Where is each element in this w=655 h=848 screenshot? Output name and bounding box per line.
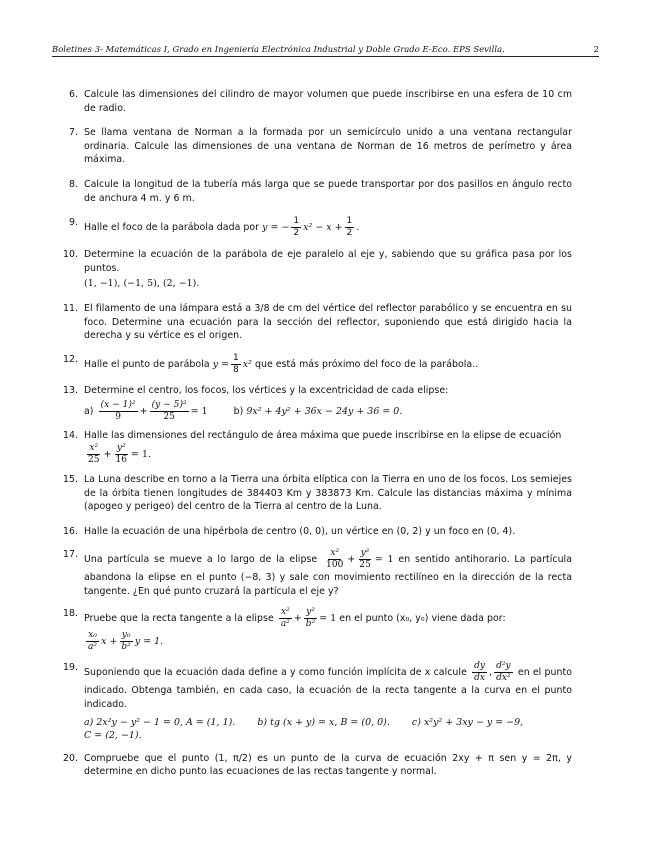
fraction: $\frac{\text{x²}}{25}$ (88, 442, 100, 465)
part-a: a) 2x²y − y² − 1 = 0, A = (1, 1). (84, 716, 236, 728)
problem-13 (60, 384, 572, 424)
problem-text: Calcule las dimensiones del cilindro de mayor volumen que puede inscribirse en una esfera de 10 cm de radio. (84, 89, 572, 114)
problem-number: 17. (62, 549, 78, 561)
problem-text: Se llama ventana de Norman a la formada por un semicírculo unido a una ventana rectangular ordinaria. Calcule las dimensiones de una ventana de Norman de 16 metros de perímetro y área máxima. (84, 127, 572, 166)
problem-8 (60, 178, 572, 205)
part-c-point: C = (2, −1). (84, 730, 142, 742)
problem-15 (60, 473, 572, 514)
formula-lhs: y = − (262, 222, 290, 234)
problem-9: 9. Halle el foco de la parábola dada por y = − $\frac{1}{2}$ x² − x + $\frac{1}{2}$ . (60, 216, 572, 239)
problem-10 (60, 248, 572, 291)
problem-number: 19. (62, 662, 78, 674)
problem-number: 11. (62, 302, 78, 314)
formula-mid: x² − x + (303, 222, 343, 234)
problem-20 (60, 752, 572, 779)
problem-text: Determine la ecuación de la parábola de eje paralelo al eje y, sabiendo que su gráfica pasa por los puntos. (84, 249, 572, 274)
problem-number: 9. (68, 217, 78, 229)
fraction: $\frac{\text{x²}}{\text{a²}}$ (280, 607, 290, 630)
problem-number: 14. (62, 430, 78, 442)
part-b: b) tg (x + y) = x, B = (0, 0). (257, 716, 390, 728)
problem-number: 7. (68, 127, 78, 139)
problem-7 (60, 126, 572, 167)
fraction: $\frac{\text{x²}}{100}$ (326, 548, 344, 571)
part-label: a) (84, 406, 94, 418)
page-number: 2 (593, 44, 599, 54)
problem-6 (60, 88, 572, 115)
fraction: $\frac{\text{(y − 5)²}}{25}$ (151, 400, 187, 423)
fraction: $\frac{dy}{dx}$ (474, 661, 486, 684)
problem-11 (60, 302, 572, 343)
equation: 9x² + 4y² + 36x − 24y + 36 = 0. (246, 406, 403, 418)
page-header (52, 44, 599, 57)
fraction: $\frac{\text{(x − 1)²}}{9}$ (100, 400, 136, 423)
problem-text: Halle el punto de parábola (84, 358, 210, 370)
problem-number: 12. (62, 353, 78, 365)
problem-text: Determine el centro, los focos, los vértices y la excentricidad de cada elipse: (84, 384, 449, 396)
problem-number: 8. (68, 178, 78, 190)
problem-18: 18. Pruebe que la recta tangente a la elipse $\frac{\text{x²}}{\text{a²}}$ + $\frac{\text{y²}}{\text{b²}}$ = 1 en el punto (x₀, y₀) viene dada por: $\frac{\text{x₀}}{\text{a²}}$ x + $\frac{\text{y₀}}{\text{b²}}$ y = 1. (60, 607, 572, 653)
problem-text: Suponiendo que la ecuación dada define a y como función implícita de x calcule (84, 667, 467, 679)
problem-text: Calcule la longitud de la tubería más larga que se puede transportar por dos pasillos en ángulo recto de anchura 4 m. y 6 m. (84, 178, 572, 204)
problem-17: 17. Una partícula se mueve a lo largo de la elipse $\frac{\text{x²}}{100}$ + $\frac{\text{y²}}{25}$ = 1 en sentido antihorario. La partícula abandona la elipse en el punto (−8, 3) y sale con movimiento rectilíneo en la dirección de la recta tangente. ¿En qué punto cruzará la partícula el eje y? (60, 548, 572, 598)
part-label: b) (233, 406, 244, 418)
fraction: $\frac{\text{y²}}{\text{b²}}$ (305, 607, 316, 630)
fraction: $\frac{\text{y²}}{25}$ (359, 548, 371, 571)
problem-number: 10. (62, 249, 78, 261)
problem-number: 15. (62, 473, 78, 485)
problem-19: 19. Suponiendo que la ecuación dada define a y como función implícita de x calcule $\frac{dy}{dx}$ , $\frac{\text{d²y}}{\text{dx²}}$ en el punto indicado. Obtenga también, en cada caso, la ecuación de la recta tangente a la curva en el punto indicado. a) 2x²y − y² − 1 = 0, A = (1, 1). b) tg (x + y) = x, B = (0, 0). c) x²y² + 3xy − y = −9, C = (2, −1). (60, 661, 572, 742)
problem-16 (60, 525, 572, 539)
fraction: $\frac{\text{y²}}{16}$ (115, 442, 128, 465)
problem-text: Halle la ecuación de una hipérbola de centro (0, 0), un vértice en (0, 2) y un foco en (0, 4). (84, 525, 516, 537)
fraction: $\frac{1}{2}$ (293, 216, 300, 239)
problem-text: Una partícula se mueve a lo largo de la elipse (84, 554, 318, 566)
sub-parts: a) $\frac{\text{(x − 1)²}}{9}$ + $\frac{\text{(y − 5)²}}{25}$ = 1 b) 9x² + 4y² + 36x − 24y + 36 = 0. (84, 400, 403, 423)
problem-number: 6. (68, 89, 78, 100)
problem-12: 12. Halle el punto de parábola y = $\frac{1}{8}$ x² que está más próximo del foco de la parábola.. (60, 353, 572, 376)
problem-text: Halle las dimensiones del rectángulo de área máxima que puede inscribirse en la elipse de ecuación (84, 430, 562, 442)
problem-number: 13. (62, 384, 78, 396)
point-list: (1, −1), (−1, 5), (2, −1). (84, 278, 200, 290)
problem-number: 18. (62, 608, 78, 620)
header-title: Boletines 3- Matemáticas I, Grado en Ingeniería Electrónica Industrial y Doble Grado E-Eco. EPS Sevilla. (52, 44, 505, 54)
fraction: $\frac{\text{y₀}}{\text{b²}}$ (121, 630, 131, 653)
fraction: $\frac{\text{d²y}}{\text{dx²}}$ (496, 661, 511, 684)
problem-14: 14. Halle las dimensiones del rectángulo de área máxima que puede inscribirse en la elipse de ecuación $\frac{\text{x²}}{25}$ + $\frac{\text{y²}}{16}$ = 1. (60, 429, 572, 466)
fraction: $\frac{1}{8}$ (233, 352, 239, 375)
problem-number: 20. (62, 752, 78, 764)
fraction: $\frac{1}{2}$ (346, 216, 353, 239)
fraction: $\frac{\text{x₀}}{\text{a²}}$ (88, 630, 98, 653)
problem-number: 16. (62, 525, 78, 537)
problem-text: Halle el foco de la parábola dada por (84, 222, 260, 234)
problem-text: El filamento de una lámpara está a 3/8 de cm del vértice del reflector parabólico y se encuentra en su foco. Determine una ecuación para la sección del reflector, suponiendo que está dirigido hacia la derecha y su vértice es el origen. (84, 302, 572, 342)
part-c: c) x²y² + 3xy − y = −9, (411, 716, 524, 728)
problem-text: Compruebe que el punto (1, π/2) es un punto de la curva de ecuación 2xy + π sen y = 2π, y determine en dicho punto las ecuaciones de las rectas tangente y normal. (84, 752, 572, 778)
sub-parts (84, 716, 572, 730)
problem-text: La Luna describe en torno a la Tierra una órbita elíptica con la Tierra en uno de los focos. Los semiejes de la órbita tienen longitudes de 384403 Km y 383873 Km. Calcule las distancias máxima y mínima (apogeo y perigeo) del centro de la Tierra al centro de la Luna. (84, 473, 572, 513)
problem-list (60, 88, 572, 779)
problem-text: Pruebe que la recta tangente a la elipse (84, 613, 274, 625)
